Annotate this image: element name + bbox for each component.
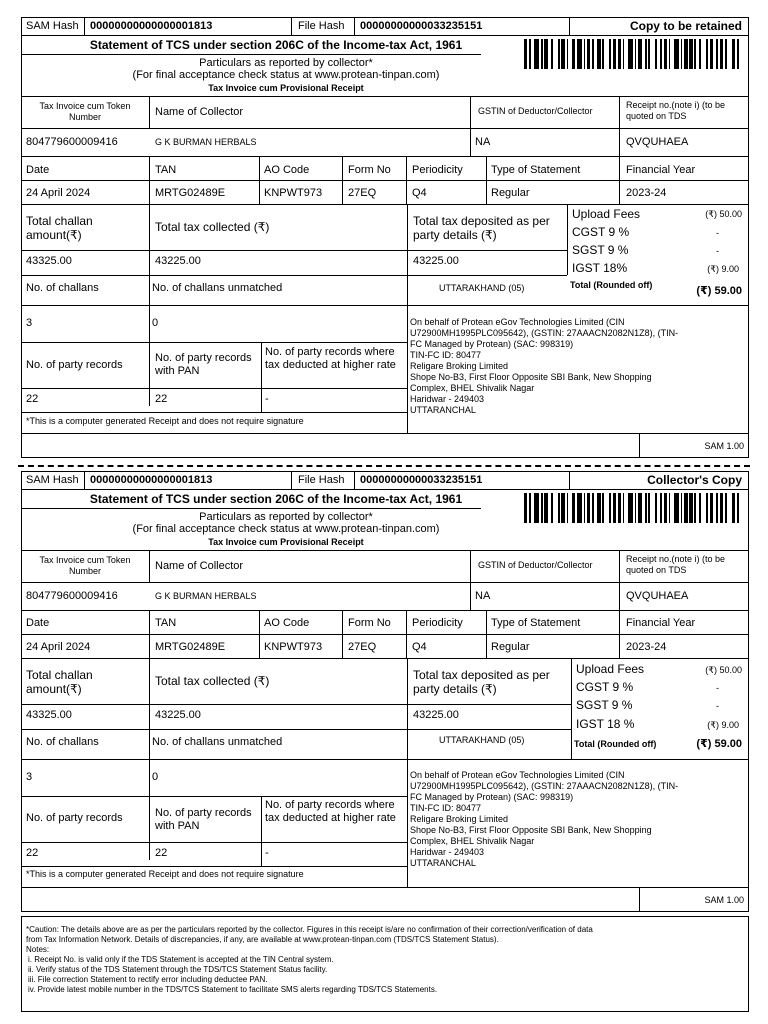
- periodicity-label: Periodicity: [412, 617, 463, 629]
- type-statement-value: Regular: [491, 187, 530, 199]
- gstin-value: NA: [475, 136, 491, 148]
- total-tax-collected-value: 43225.00: [155, 255, 201, 267]
- no-party-higher-label: No. of party records where tax deducted at higher rate: [265, 799, 396, 824]
- cgst-label: CGST 9 %: [576, 680, 634, 694]
- computer-generated-note: *This is a computer generated Receipt and does not require signature: [26, 416, 304, 426]
- no-party-records-value: 22: [26, 847, 39, 859]
- no-challans-unmatched-value: 0: [152, 771, 159, 783]
- no-party-pan-label: No. of party records with PAN: [155, 352, 252, 377]
- sam-version: SAM 1.00: [704, 895, 744, 905]
- cgst-value: -: [716, 228, 719, 238]
- no-challans-unmatched-label: No. of challans unmatched: [152, 736, 283, 748]
- state-value: UTTARAKHAND (05): [439, 283, 525, 293]
- sam-version: SAM 1.00: [704, 441, 744, 451]
- notes-box: [21, 916, 749, 1012]
- note-item: iii. File correction Statement to rectify error including deductee PAN.: [28, 975, 268, 984]
- receipt-type: Tax Invoice cum Provisional Receipt: [208, 537, 364, 547]
- igst-label: IGST 18 %: [576, 717, 635, 731]
- tan-value: MRTG02489E: [155, 641, 226, 653]
- total-rounded-value: (₹) 59.00: [696, 738, 742, 750]
- total-tax-deposited-label: Total tax deposited as per party details (₹): [413, 668, 550, 696]
- receipt-no-label: Receipt no.(note i) (to be quoted on TDS: [626, 100, 726, 121]
- igst-value: (₹) 9.00: [707, 720, 739, 730]
- tinfc-line2: U72900MH1995PLC095642), (GSTIN: 27AAACN2082N1Z8), (TIN-: [410, 328, 679, 338]
- total-tax-collected-label: Total tax collected (₹): [155, 220, 270, 234]
- no-party-records-label: No. of party records: [26, 812, 123, 824]
- token-label: Tax Invoice cum Token Number: [39, 555, 131, 576]
- periodicity-label: Periodicity: [412, 164, 463, 176]
- total-challan-value: 43325.00: [26, 709, 72, 721]
- no-party-higher-value: -: [265, 393, 269, 405]
- file-hash-value: 00000000000033235151: [360, 20, 483, 32]
- tinfc-line4: TIN-FC ID: 80477: [410, 350, 482, 360]
- tinfc-line4: TIN-FC ID: 80477: [410, 803, 482, 813]
- form-no-value: 27EQ: [348, 187, 377, 199]
- particulars-line1: Particulars as reported by collector*: [199, 511, 373, 523]
- tinfc-line2: U72900MH1995PLC095642), (GSTIN: 27AAACN2082N1Z8), (TIN-: [410, 781, 679, 791]
- tan-label: TAN: [155, 164, 177, 176]
- receipt-copy-collector: [21, 471, 749, 912]
- total-rounded-value: (₹) 59.00: [696, 285, 742, 297]
- token-value: 804779600009416: [26, 590, 118, 602]
- no-challans-label: No. of challans: [26, 736, 99, 748]
- sam-hash-label: SAM Hash: [26, 474, 79, 486]
- file-hash-value: 00000000000033235151: [360, 474, 483, 486]
- financial-year-value: 2023-24: [626, 641, 667, 653]
- tinfc-line8: Haridwar - 249403: [410, 847, 485, 857]
- igst-value: (₹) 9.00: [707, 264, 739, 274]
- notes-heading: Notes:: [26, 945, 50, 954]
- sgst-value: -: [716, 246, 719, 256]
- date-label: Date: [26, 617, 50, 629]
- name-collector-value: G K BURMAN HERBALS: [155, 591, 257, 601]
- total-challan-value: 43325.00: [26, 255, 72, 267]
- no-party-records-label: No. of party records: [26, 359, 123, 371]
- total-tax-deposited-label: Total tax deposited as per party details (₹): [413, 214, 550, 242]
- note-item: i. Receipt No. is valid only if the TDS Statement is accepted at the TIN Central system.: [28, 955, 334, 964]
- no-party-pan-label: No. of party records with PAN: [155, 807, 252, 832]
- sgst-label: SGST 9 %: [576, 698, 633, 712]
- tinfc-line3: FC Managed by Protean) (SAC: 998319): [410, 792, 574, 802]
- note-item: ii. Verify status of the TDS Statement through the TDS/TCS Statement Status facility.: [28, 965, 328, 974]
- tan-value: MRTG02489E: [155, 187, 226, 199]
- cut-line: [18, 465, 750, 467]
- file-hash-label: File Hash: [298, 20, 345, 32]
- date-value: 24 April 2024: [26, 641, 91, 653]
- particulars-line2: (For final acceptance check status at www.protean-tinpan.com): [132, 69, 440, 81]
- tinfc-line8: Haridwar - 249403: [410, 394, 485, 404]
- date-label: Date: [26, 164, 50, 176]
- cgst-label: CGST 9 %: [572, 225, 630, 239]
- financial-year-label: Financial Year: [626, 164, 696, 176]
- no-challans-unmatched-value: 0: [152, 317, 159, 329]
- sgst-label: SGST 9 %: [572, 243, 629, 257]
- tinfc-line5: Religare Broking Limited: [410, 814, 509, 824]
- gstin-label: GSTIN of Deductor/Collector: [478, 560, 593, 570]
- financial-year-label: Financial Year: [626, 617, 696, 629]
- form-no-label: Form No: [348, 164, 391, 176]
- note-item: iv. Provide latest mobile number in the TDS/TCS Statement to facilitate SMS alerts regarding TDS/TCS Statements.: [28, 985, 438, 994]
- tan-label: TAN: [155, 617, 177, 629]
- tinfc-line6: Shope No-B3, First Floor Opposite SBI Bank, New Shopping: [410, 825, 652, 835]
- caution-line2: from Tax Information Network. Details of discrepancies, if any, are available at www.protean-tinpan.com (TDS/TCS Statement Status).: [26, 935, 499, 944]
- no-party-pan-value: 22: [155, 393, 168, 405]
- tinfc-line9: UTTARANCHAL: [410, 858, 476, 868]
- total-tax-collected-value: 43225.00: [155, 709, 201, 721]
- sam-hash-value: 00000000000000001813: [90, 20, 213, 32]
- no-challans-label: No. of challans: [26, 282, 99, 294]
- barcode: [524, 493, 742, 523]
- receipt-no-label: Receipt no.(note i) (to be quoted on TDS: [626, 554, 726, 575]
- no-party-higher-label: No. of party records where tax deducted at higher rate: [265, 346, 396, 371]
- statement-title: Statement of TCS under section 206C of the Income-tax Act, 1961: [89, 38, 463, 52]
- no-party-records-value: 22: [26, 393, 39, 405]
- token-label: Tax Invoice cum Token Number: [39, 101, 131, 122]
- no-challans-unmatched-label: No. of challans unmatched: [152, 282, 283, 294]
- total-tax-deposited-value: 43225.00: [413, 709, 459, 721]
- state-value: UTTARAKHAND (05): [439, 735, 525, 745]
- sam-hash-label: SAM Hash: [26, 20, 79, 32]
- ao-code-value: KNPWT973: [264, 641, 323, 653]
- receipt-no-value: QVQUHAEA: [626, 590, 689, 602]
- sgst-value: -: [716, 701, 719, 711]
- total-tax-deposited-value: 43225.00: [413, 255, 459, 267]
- copy-label: Collector's Copy: [647, 473, 742, 487]
- tinfc-line7: Complex, BHEL Shivalik Nagar: [410, 836, 535, 846]
- receipt-no-value: QVQUHAEA: [626, 136, 689, 148]
- form-no-label: Form No: [348, 617, 391, 629]
- total-rounded-label: Total (Rounded off): [574, 739, 657, 749]
- name-collector-value: G K BURMAN HERBALS: [155, 137, 257, 147]
- tinfc-line1: On behalf of Protean eGov Technologies Limited (CIN: [410, 317, 625, 327]
- receipt-copy-retained: [21, 17, 749, 458]
- tinfc-line1: On behalf of Protean eGov Technologies Limited (CIN: [410, 770, 625, 780]
- no-challans-value: 3: [26, 771, 33, 783]
- no-party-higher-value: -: [265, 847, 269, 859]
- tinfc-line3: FC Managed by Protean) (SAC: 998319): [410, 339, 574, 349]
- name-collector-label: Name of Collector: [155, 106, 244, 118]
- total-tax-collected-label: Total tax collected (₹): [155, 674, 270, 688]
- no-party-pan-value: 22: [155, 847, 168, 859]
- total-challan-label: Total challan amount(₹): [26, 668, 93, 696]
- statement-title: Statement of TCS under section 206C of the Income-tax Act, 1961: [89, 492, 463, 506]
- cgst-value: -: [716, 683, 719, 693]
- type-statement-label: Type of Statement: [491, 617, 581, 629]
- caution-line1: *Caution: The details above are as per the particulars reported by the collector. Figures in this receipt is/are no confirmation of their correction/verification of data: [26, 925, 593, 934]
- tinfc-line9: UTTARANCHAL: [410, 405, 476, 415]
- upload-fees-value: (₹) 50.00: [705, 209, 742, 219]
- ao-code-label: AO Code: [264, 164, 310, 176]
- financial-year-value: 2023-24: [626, 187, 667, 199]
- date-value: 24 April 2024: [26, 187, 91, 199]
- form-no-value: 27EQ: [348, 641, 377, 653]
- tinfc-line7: Complex, BHEL Shivalik Nagar: [410, 383, 535, 393]
- barcode: [524, 39, 742, 69]
- upload-fees-value: (₹) 50.00: [705, 665, 742, 675]
- total-rounded-label: Total (Rounded off): [570, 280, 653, 290]
- ao-code-value: KNPWT973: [264, 187, 323, 199]
- periodicity-value: Q4: [412, 187, 427, 199]
- tinfc-line6: Shope No-B3, First Floor Opposite SBI Bank, New Shopping: [410, 372, 652, 382]
- receipt-type: Tax Invoice cum Provisional Receipt: [208, 83, 364, 93]
- igst-label: IGST 18%: [572, 261, 628, 275]
- tinfc-line5: Religare Broking Limited: [410, 361, 509, 371]
- ao-code-label: AO Code: [264, 617, 310, 629]
- gstin-value: NA: [475, 590, 491, 602]
- upload-fees-label: Upload Fees: [576, 662, 645, 676]
- type-statement-label: Type of Statement: [491, 164, 581, 176]
- file-hash-label: File Hash: [298, 474, 345, 486]
- computer-generated-note: *This is a computer generated Receipt and does not require signature: [26, 869, 304, 879]
- copy-label: Copy to be retained: [629, 19, 742, 33]
- type-statement-value: Regular: [491, 641, 530, 653]
- periodicity-value: Q4: [412, 641, 427, 653]
- particulars-line2: (For final acceptance check status at www.protean-tinpan.com): [132, 523, 440, 535]
- particulars-line1: Particulars as reported by collector*: [199, 57, 373, 69]
- total-challan-label: Total challan amount(₹): [26, 214, 93, 242]
- token-value: 804779600009416: [26, 136, 118, 148]
- upload-fees-label: Upload Fees: [572, 207, 641, 221]
- sam-hash-value: 00000000000000001813: [90, 474, 213, 486]
- no-challans-value: 3: [26, 317, 33, 329]
- name-collector-label: Name of Collector: [155, 560, 244, 572]
- gstin-label: GSTIN of Deductor/Collector: [478, 106, 593, 116]
